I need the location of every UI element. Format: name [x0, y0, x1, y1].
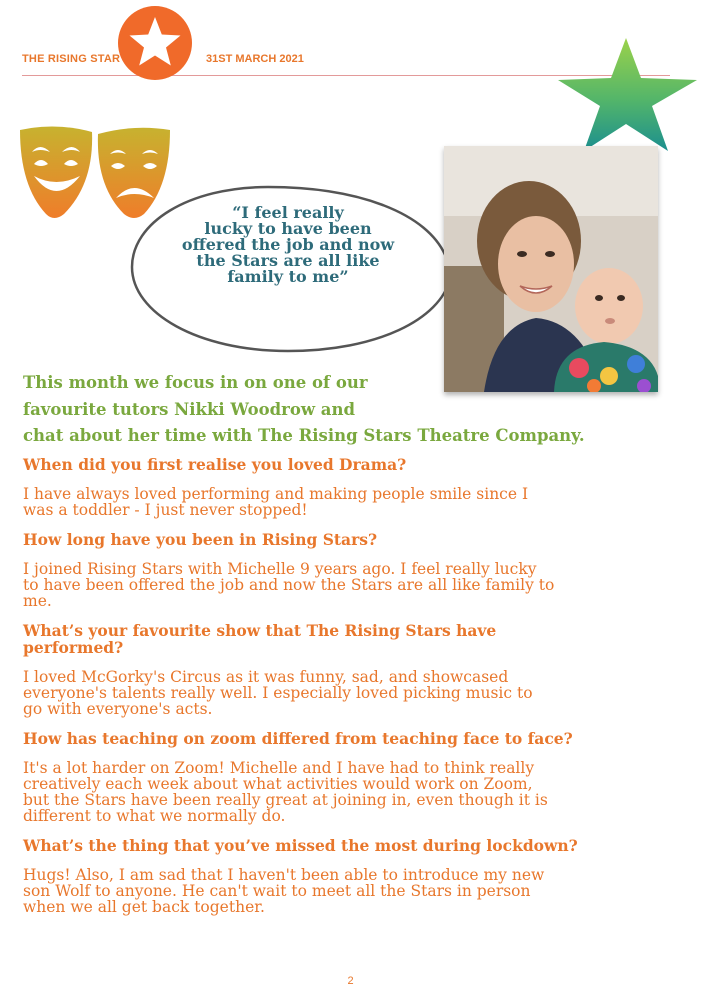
answer-line: I loved McGorky's Circus as it was funny, sad, and showcased [23, 668, 509, 686]
question-line: What’s your favourite show that The Rising Stars have [23, 621, 497, 640]
intro-line: chat about her time with The Rising Stars Theatre Company. [23, 426, 585, 445]
answer-line: me. [23, 592, 52, 610]
answer [23, 486, 683, 518]
star-logo-icon [118, 6, 192, 80]
page-number: 2 [347, 975, 354, 987]
quote-line: “I feel really [232, 203, 344, 222]
interview [23, 456, 683, 928]
question [23, 622, 683, 656]
question [23, 837, 683, 854]
answer-line: to have been offered the job and now the Stars are all like family to [23, 576, 555, 594]
answer-line: I joined Rising Stars with Michelle 9 years ago. I feel really lucky [23, 560, 537, 578]
answer-line: everyone's talents really well. I especially loved picking music to [23, 684, 533, 702]
answer-line: It's a lot harder on Zoom! Michelle and I have had to think really [23, 759, 535, 777]
quote-line: family to me” [227, 267, 349, 286]
pull-quote [148, 205, 428, 285]
answer-line: son Wolf to anyone. He can't wait to meet all the Stars in person [23, 882, 531, 900]
question [23, 531, 683, 548]
answer-line: but the Stars have been really great at joining in, even though it is [23, 791, 548, 809]
intro-line: favourite tutors Nikki Woodrow and [23, 399, 356, 419]
answer-line: was a toddler - I just never stopped! [23, 501, 308, 519]
green-star-icon [556, 36, 698, 154]
answer [23, 760, 683, 824]
quote-line: lucky to have been [204, 219, 372, 238]
answer-line: creatively each week about what activities would work on Zoom, [23, 775, 533, 793]
question-line: How long have you been in Rising Stars? [23, 530, 378, 549]
answer-line: different to what we normally do. [23, 807, 286, 825]
answer-line: Hugs! Also, I am sad that I haven't been able to introduce my new [23, 866, 545, 884]
photo [444, 146, 658, 392]
answer-line: I have always loved performing and making people smile since I [23, 485, 529, 503]
quote-line: offered the job and now [181, 235, 395, 254]
answer-line: go with everyone's acts. [23, 700, 213, 718]
header-title: THE RISING STAR [22, 53, 121, 65]
question-line: performed? [23, 638, 124, 657]
question-line: When did you first realise you loved Drama? [23, 455, 407, 474]
intro-line: This month we focus in on one of our [23, 373, 368, 392]
answer [23, 561, 683, 609]
question [23, 456, 683, 473]
question-line: What’s the thing that you’ve missed the most during lockdown? [23, 836, 578, 855]
question [23, 730, 683, 747]
answer-line: when we all get back together. [23, 898, 265, 916]
question-line: How has teaching on zoom differed from teaching face to face? [23, 729, 573, 748]
header-date: 31ST MARCH 2021 [206, 53, 304, 65]
quote-line: the Stars are all like [196, 251, 380, 270]
answer [23, 867, 683, 915]
intro-text [23, 370, 683, 450]
answer [23, 669, 683, 717]
